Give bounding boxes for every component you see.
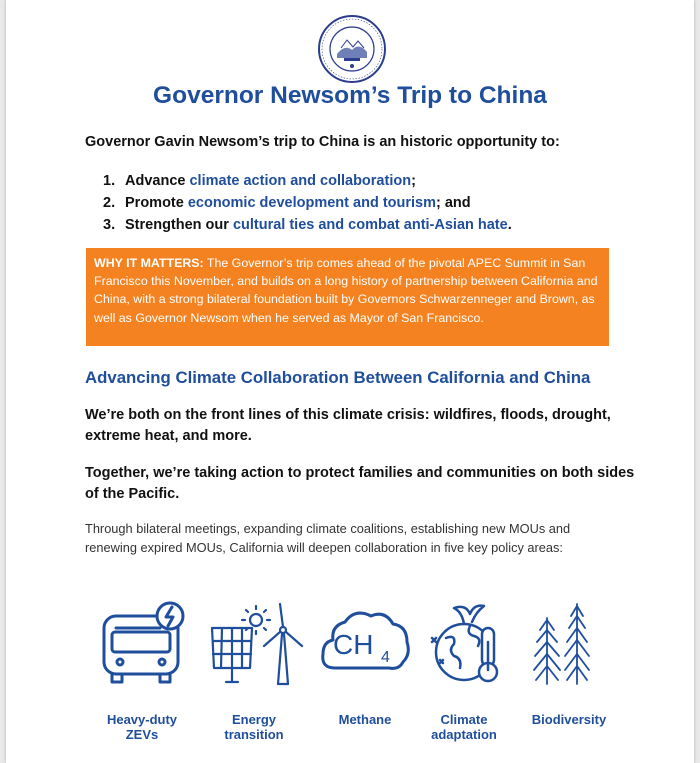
why-text: The Governor’s trip comes ahead of the pivotal APEC Summit in San Francisco this November, and builds on a long history of partnership between California and China, with a strong bilateral foundation built by Governors Schwarzenneger and Brown, as well as Governor Newsom when he served as Mayor of San Francisco. [94,256,598,325]
goal-number: 1. [103,173,116,189]
label-line: adaptation [431,727,497,742]
ch4-cloud-icon [319,598,411,688]
goal-suffix: ; [411,173,416,189]
goals-list [103,170,643,236]
goal-number: 2. [103,195,116,211]
goal-highlight: cultural ties and combat anti-Asian hate [232,217,508,233]
page-title: Governor Newsom’s Trip to China [153,82,547,109]
label-line: ZEVs [125,727,159,742]
label-line: Methane [338,712,392,727]
label-energy-transition [204,712,304,742]
goal-text: Strengthen our [125,217,233,233]
paragraph-together: Together, we’re taking action to protect families and communities on both sides of the Pacific. [85,465,635,502]
goal-suffix: ; and [436,195,471,211]
label-line: transition [224,727,284,742]
label-climate-adaptation [414,712,514,742]
label-line: Climate [440,712,488,727]
goal-number: 3. [103,217,116,233]
why-it-matters-box [86,248,609,346]
label-line: Energy [231,712,277,727]
paragraph-front-lines: We’re both on the front lines of this climate crisis: wildfires, floods, drought, extreme heat, and more. [85,407,611,444]
label-line: Biodiversity [531,712,607,727]
pine-trees-icon [527,598,597,688]
label-methane [315,712,415,727]
section-heading: Advancing Climate Collaboration Between California and China [85,368,591,387]
document-page [6,0,694,763]
state-seal-icon [317,14,387,84]
goal-item [103,214,643,236]
goal-highlight: climate action and collaboration [189,173,412,189]
goal-item [103,192,643,214]
policy-areas-row [6,598,694,758]
electric-bus-icon [100,598,186,688]
goal-highlight: economic development and tourism [187,195,437,211]
paragraph-policy-areas: Through bilateral meetings, expanding climate coalitions, establishing new MOUs and renewing expired MOUs, California will deepen collaboration in five key policy areas: [85,521,571,555]
solar-wind-icon [206,598,306,688]
label-heavy-duty-zevs [92,712,192,742]
why-label: WHY IT MATTERS: [94,256,204,270]
intro-text: Governor Gavin Newsom’s trip to China is an historic opportunity to: [85,134,560,150]
goal-suffix: . [507,217,512,233]
ch4-text: CH [333,629,374,660]
label-biodiversity [517,712,621,727]
ch4-subscript: 4 [381,649,390,666]
globe-thermometer-icon [426,598,516,688]
goal-text: Advance [125,173,190,189]
goal-item [103,170,643,192]
goal-text: Promote [125,195,188,211]
label-line: Heavy-duty [106,712,178,727]
